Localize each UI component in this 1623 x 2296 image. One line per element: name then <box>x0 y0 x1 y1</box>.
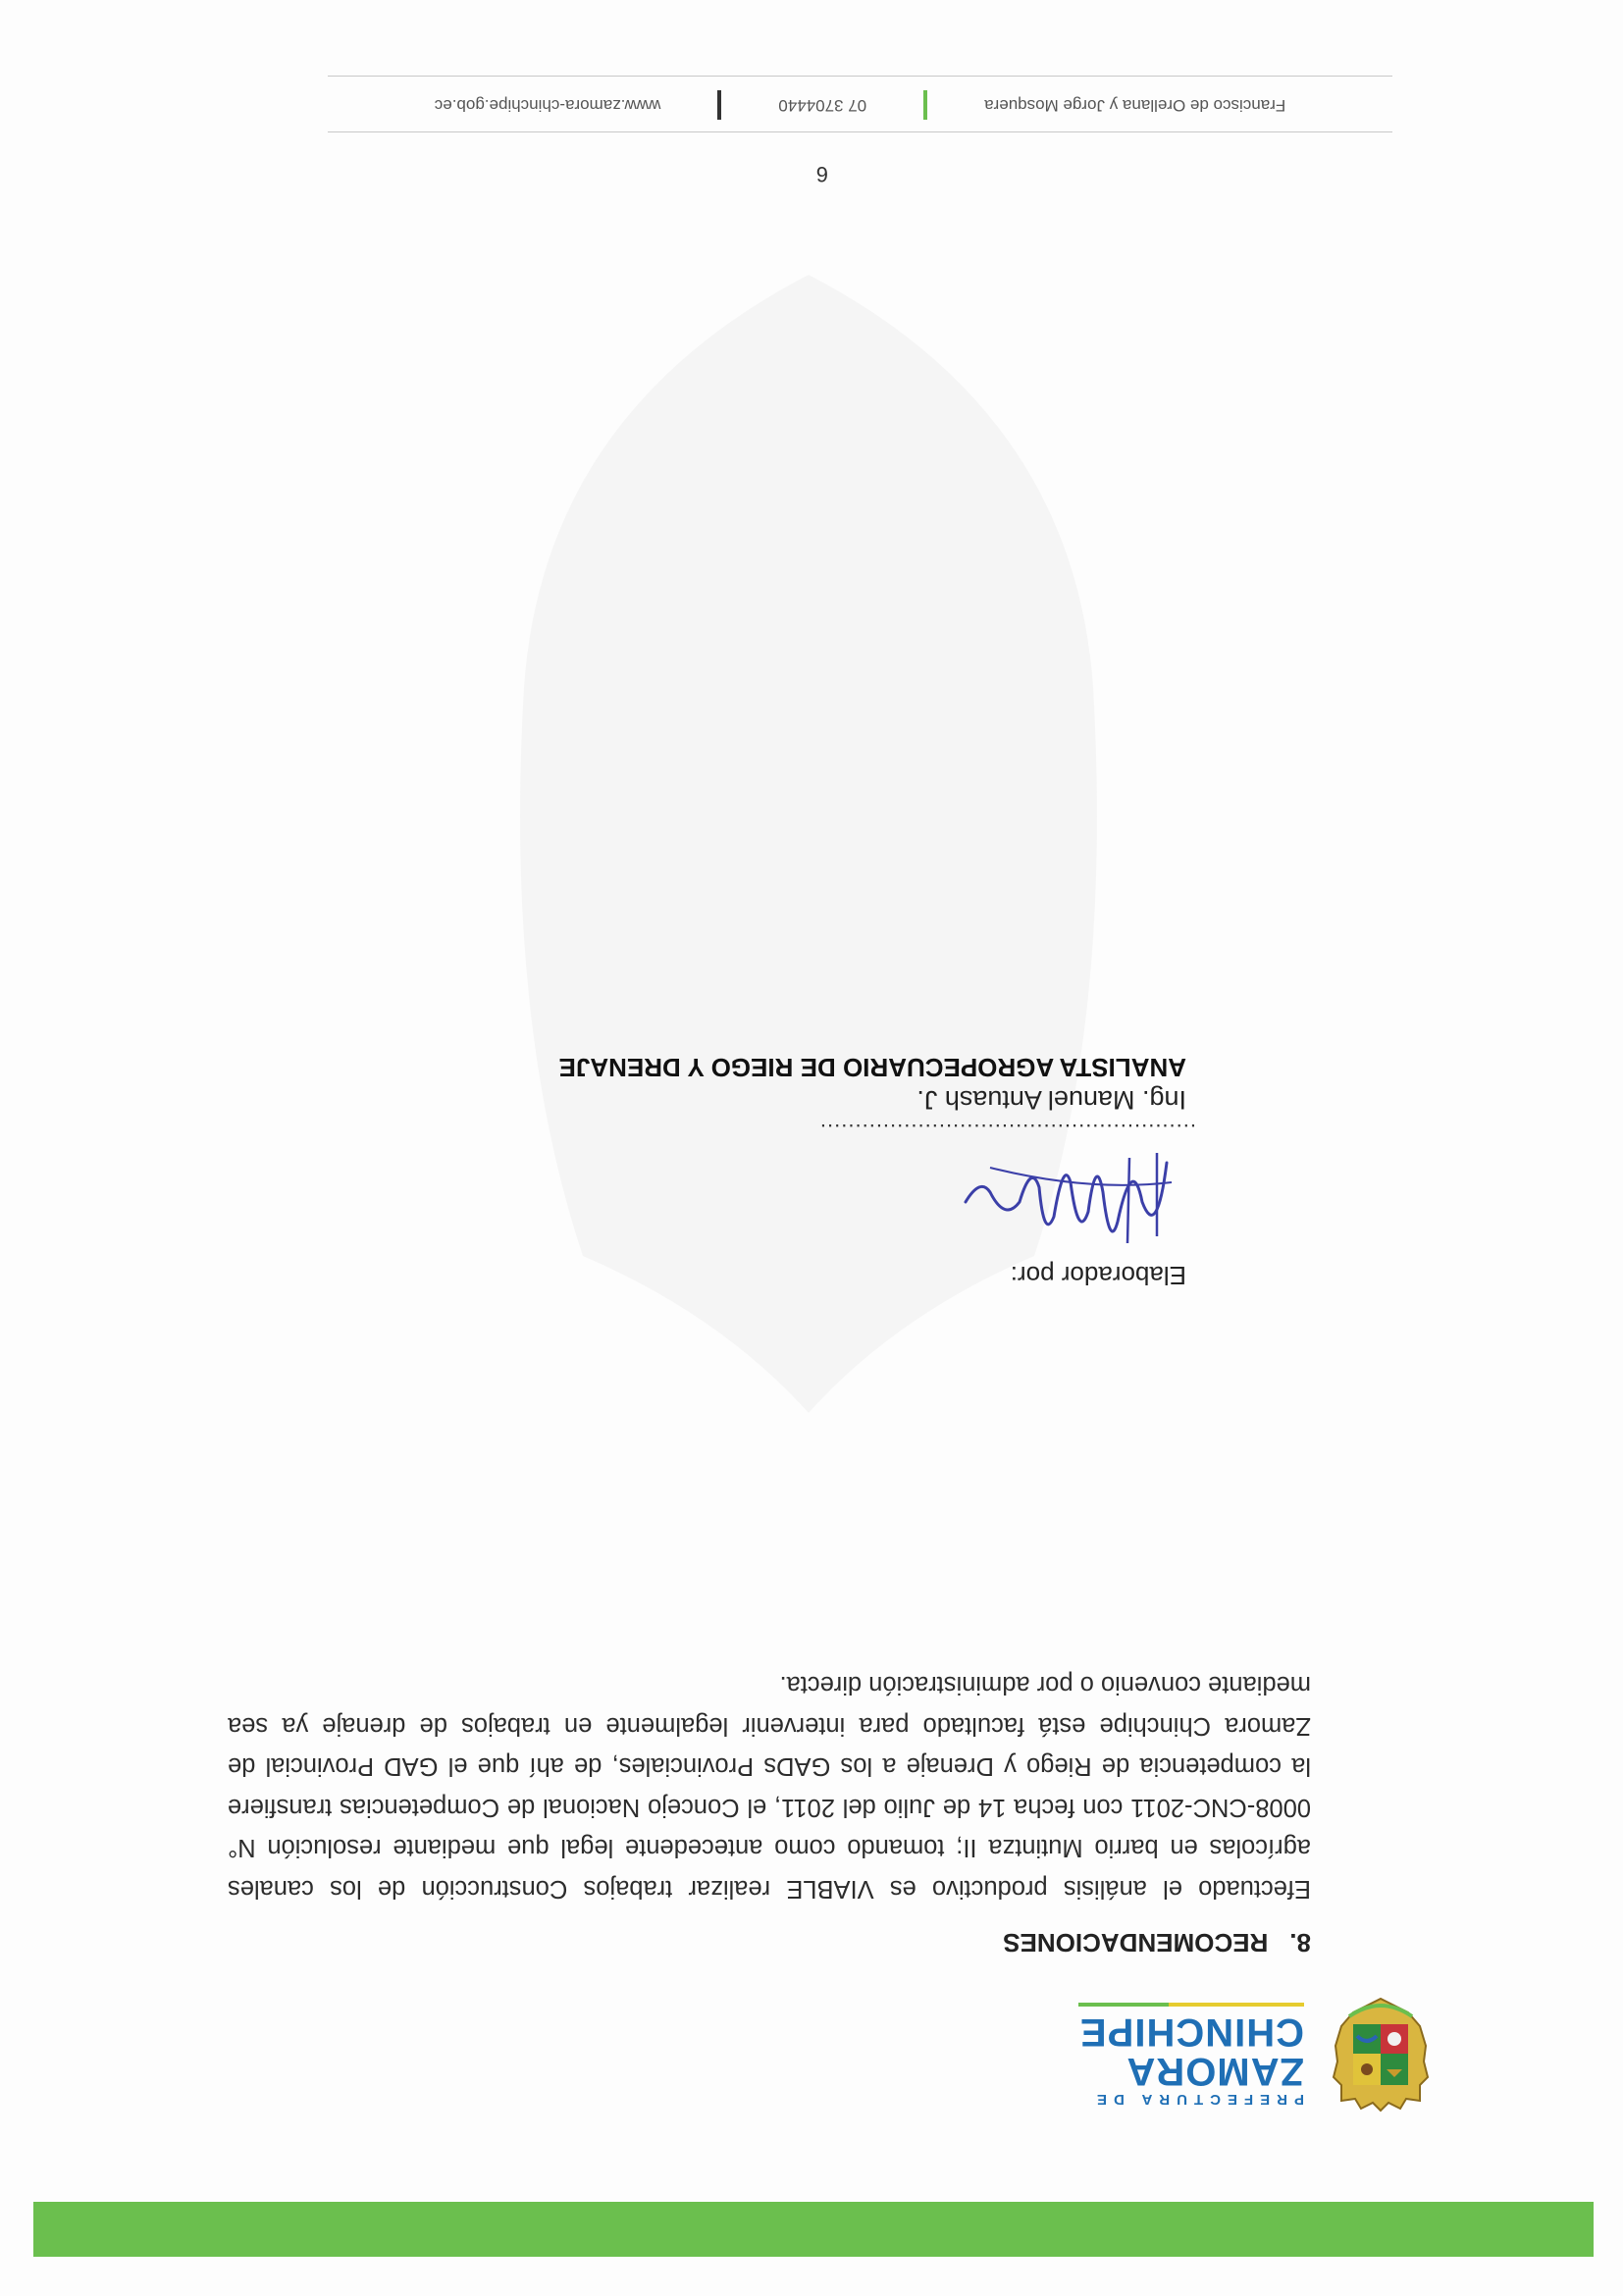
letterhead <box>1078 1997 1432 2114</box>
brand-underline <box>1078 2004 1304 2008</box>
brand-name-line1: ZAMORA <box>1126 2050 1304 2094</box>
footer-website: www.zamora-chinchipe.gob.ec <box>434 96 661 115</box>
footer-separator <box>717 90 721 120</box>
section-heading <box>1003 1927 1311 1957</box>
signature-line: ...................................................... <box>818 1120 1196 1144</box>
page-footer <box>328 76 1392 132</box>
footer-phone: 07 3704440 <box>778 96 867 115</box>
signer-role: ANALISTA AGROPECUARIO DE RIEGO Y DRENAJE <box>558 1053 1186 1082</box>
paragraph-text: Efectuado el análisis productivo es VIABLE realizar trabajos Construcción de los canales agrícolas en barrio Mutintza II; tomando como antecedente legal que mediante resolución N° 0008-CNC-2011 con fecha 14 de Julio del 2011, el Concejo Nacional de Competencias transfiere la competencia de Riego y Drenaje a los GADs Provinciales, de ahí que el GAD Provincial de Zamora Chinchipe está facultado para intervenir legalmente en trabajos de drenaje ya sea mediante convenio o por administración directa. <box>228 1671 1311 1903</box>
brand-subtitle: PREFECTURA DE <box>1090 2091 1304 2109</box>
handwritten-signature <box>951 1133 1186 1261</box>
page-number: 6 <box>815 162 828 186</box>
coat-of-arms-logo <box>1329 1997 1432 2114</box>
footer-address: Francisco de Orellana y Jorge Mosquera <box>984 96 1286 115</box>
header-green-bar <box>33 2202 1594 2257</box>
signer-name: Ing. Manuel Antuash J. <box>916 1085 1186 1115</box>
section-title: RECOMENDACIONES <box>1003 1928 1269 1957</box>
footer-separator <box>923 90 927 120</box>
signature-block <box>480 1052 1196 1290</box>
section-number: 8. <box>1289 1928 1311 1957</box>
prefecture-brand <box>1078 2004 1304 2109</box>
prepared-by-label: Elaborador por: <box>1010 1261 1186 1290</box>
recommendation-paragraph <box>228 1664 1311 1908</box>
brand-name-line2: CHINCHIPE <box>1078 2010 1304 2055</box>
